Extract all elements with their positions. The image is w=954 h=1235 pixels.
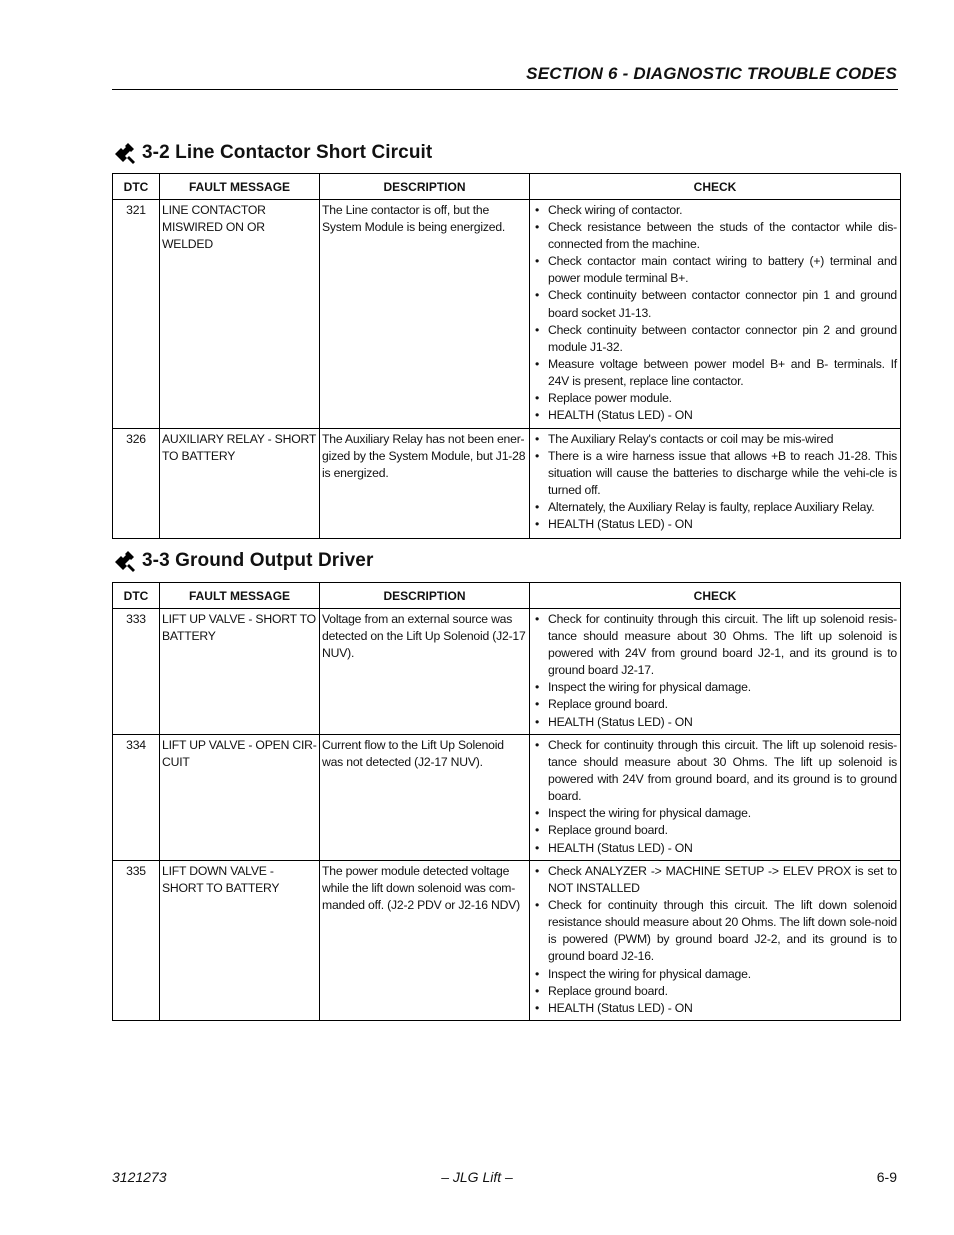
section-heading-3-2 (112, 141, 432, 165)
dtc-code: 333 (113, 609, 160, 735)
table-header-row (113, 583, 901, 609)
check-item: • There is a wire harness issue that allows +B to reach J1-28. This situation will cause the batteries to discharge while the vehi-cle is turned off. (548, 448, 898, 499)
fault-message: LINE CONTACTOR MISWIRED ON OR WELDED (160, 200, 320, 429)
column-header-check: CHECK (530, 583, 901, 609)
description: The power module detected voltage while the lift down solenoid was com-manded off. (J2-2 PDV or J2-16 NDV) (320, 861, 530, 1021)
dtc-table-3-2 (112, 173, 901, 539)
check-item: • Check resistance between the studs of the contactor while dis-connected from the machine. (548, 219, 898, 253)
description: The Auxiliary Relay has not been ener-gized by the System Module, but J1-28 is energized. (320, 429, 530, 539)
fault-message: LIFT UP VALVE - OPEN CIR-CUIT (160, 735, 320, 861)
section-header-title: SECTION 6 - DIAGNOSTIC TROUBLE CODES (526, 64, 897, 83)
check-item: • Replace power module. (548, 390, 898, 407)
description: The Line contactor is off, but the System Module is being energized. (320, 200, 530, 429)
check-list (530, 735, 901, 861)
check-item: • Alternately, the Auxiliary Relay is faulty, replace Auxiliary Relay. (548, 499, 898, 516)
check-item: • Check continuity between contactor connector pin 2 and ground module J1-32. (548, 322, 898, 356)
table-row (113, 735, 901, 861)
check-list (530, 861, 901, 1021)
dtc-code: 326 (113, 429, 160, 539)
description: Current flow to the Lift Up Solenoid was not detected (J2-17 NUV). (320, 735, 530, 861)
check-item: • Inspect the wiring for physical damage. (548, 966, 898, 983)
footer-page-number: 6-9 (876, 1169, 897, 1185)
column-header-fault-message: FAULT MESSAGE (160, 174, 320, 200)
check-item: • Inspect the wiring for physical damage. (548, 679, 898, 696)
check-list (530, 609, 901, 735)
fault-message: LIFT UP VALVE - SHORT TO BATTERY (160, 609, 320, 735)
table-row (113, 609, 901, 735)
check-item: • Check wiring of contactor. (548, 202, 898, 219)
dtc-code: 334 (113, 735, 160, 861)
check-item: • HEALTH (Status LED) - ON (548, 714, 898, 731)
dtc-table-3-3 (112, 582, 901, 1021)
column-header-dtc: DTC (113, 583, 160, 609)
header-rule (112, 89, 898, 90)
column-header-description: DESCRIPTION (320, 583, 530, 609)
check-item: • Inspect the wiring for physical damage. (548, 805, 898, 822)
check-list (530, 200, 901, 429)
check-item: • Check for continuity through this circuit. The lift down solenoid resistance should measure about 20 Ohms. The lift down sole-noid is powered (PWM) by ground board J2-2, and its ground is to ground board J2-16. (548, 897, 898, 965)
footer-brand: – JLG Lift – (441, 1169, 513, 1185)
check-item: • HEALTH (Status LED) - ON (548, 516, 898, 533)
dtc-code: 321 (113, 200, 160, 429)
fault-message: LIFT DOWN VALVE - SHORT TO BATTERY (160, 861, 320, 1021)
table-row (113, 429, 901, 539)
check-item: • Replace ground board. (548, 696, 898, 713)
fault-message: AUXILIARY RELAY - SHORT TO BATTERY (160, 429, 320, 539)
column-header-description: DESCRIPTION (320, 174, 530, 200)
check-item: • Check for continuity through this circuit. The lift up solenoid resis-tance should measure about 30 Ohms. The lift up solenoid is powered with 24V from ground board J2-1, and its ground is to ground board J2-17. (548, 611, 898, 679)
check-item: • Replace ground board. (548, 983, 898, 1000)
table-row (113, 861, 901, 1021)
hammer-icon (112, 141, 136, 165)
dtc-code: 335 (113, 861, 160, 1021)
check-item: • Check for continuity through this circuit. The lift up solenoid resis-tance should measure about 30 Ohms. The lift up solenoid is powered with 24V from ground board, and its ground is to ground board. (548, 737, 898, 805)
section-title: 3-3 Ground Output Driver (142, 550, 374, 571)
column-header-dtc: DTC (113, 174, 160, 200)
table-row (113, 200, 901, 429)
column-header-fault-message: FAULT MESSAGE (160, 583, 320, 609)
check-item: • Measure voltage between power model B+ and B- terminals. If 24V is present, replace line contactor. (548, 356, 898, 390)
footer-doc-number: 3121273 (112, 1169, 167, 1185)
check-item: • Check ANALYZER -> MACHINE SETUP -> ELEV PROX is set to NOT INSTALLED (548, 863, 898, 897)
column-header-check: CHECK (530, 174, 901, 200)
check-list (530, 429, 901, 539)
check-item: • Check continuity between contactor connector pin 1 and ground board socket J1-13. (548, 287, 898, 321)
check-item: • HEALTH (Status LED) - ON (548, 840, 898, 857)
section-heading-3-3 (112, 549, 373, 573)
check-item: • HEALTH (Status LED) - ON (548, 1000, 898, 1017)
description: Voltage from an external source was detected on the Lift Up Solenoid (J2-17 NUV). (320, 609, 530, 735)
check-item: • HEALTH (Status LED) - ON (548, 407, 898, 424)
check-item: • Check contactor main contact wiring to battery (+) terminal and power module terminal B+. (548, 253, 898, 287)
table-header-row (113, 174, 901, 200)
check-item: • Replace ground board. (548, 822, 898, 839)
section-title: 3-2 Line Contactor Short Circuit (142, 142, 433, 163)
hammer-icon (112, 549, 136, 573)
check-item: • The Auxiliary Relay's contacts or coil may be mis-wired (548, 431, 898, 448)
